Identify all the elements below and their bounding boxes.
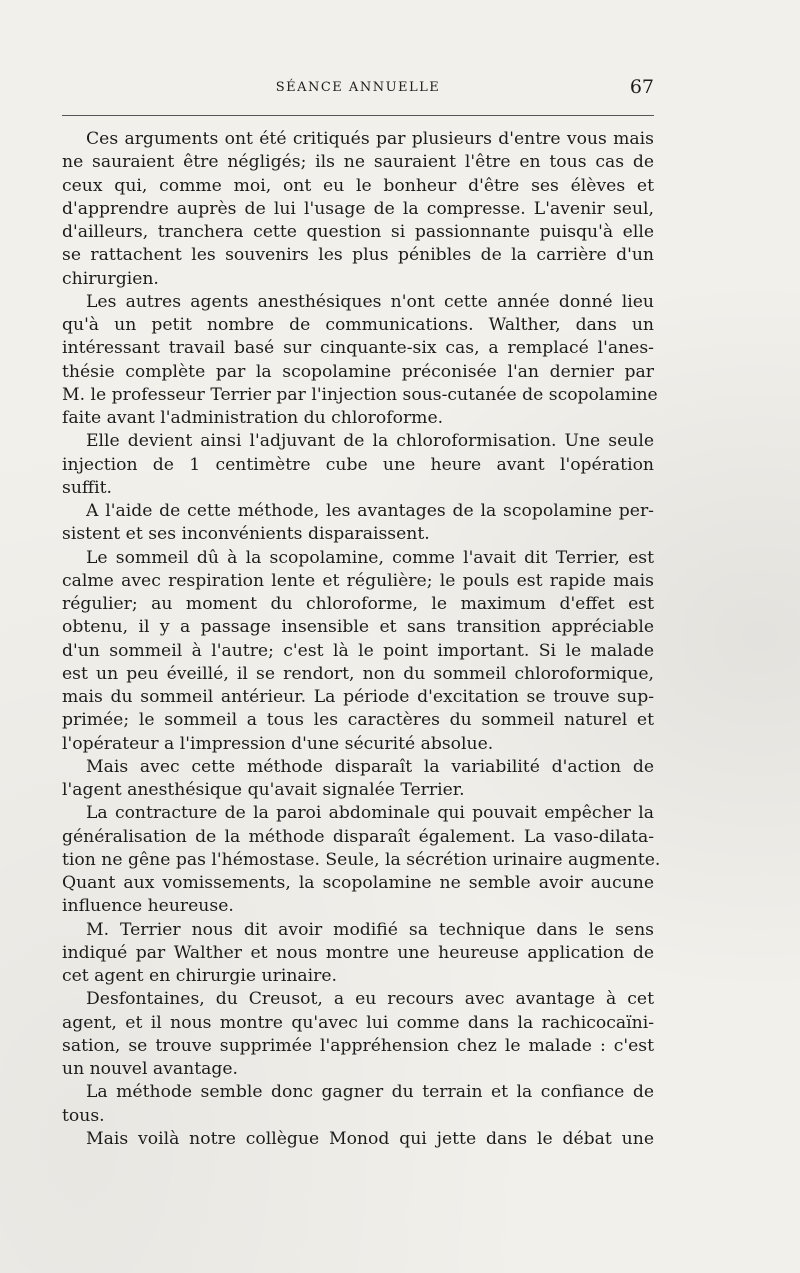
text-line: M. le professeur Terrier par l'injection sous-cutanée de scopolamine [62, 384, 658, 405]
text-line: influence heureuse. [62, 896, 234, 917]
text-line: qu'à un petit nombre de communications. Walther, dans un [62, 315, 654, 335]
text-line: faite avant l'administration du chloroforme. [62, 408, 444, 428]
text-line: est un peu éveillé, il se rendort, non du sommeil chloroformique, [62, 663, 654, 684]
text-line: un nouvel avantage. [62, 1059, 238, 1079]
text-line: La contracture de la paroi abdominale qui pouvait empêcher la [86, 803, 654, 824]
text-line: Mais avec cette méthode disparaît la variabilité d'action de [86, 756, 654, 777]
text-line: A l'aide de cette méthode, les avantages de la scopolamine per- [86, 501, 654, 521]
text-line: sistent et ses inconvénients disparaissent. [62, 524, 430, 545]
running-title: SÉANCE ANNUELLE [275, 80, 441, 95]
text-line: d'ailleurs, tranchera cette question si passionnante puisqu'à elle [62, 222, 654, 242]
text-line: Elle devient ainsi l'adjuvant de la chloroformisation. Une seule [86, 431, 654, 452]
text-line: d'un sommeil à l'autre; c'est là le point important. Si le malade [62, 640, 654, 661]
text-line: suffit. [62, 477, 112, 498]
text-line: sation, se trouve supprimée l'appréhension chez le malade : c'est [62, 1035, 654, 1056]
text-line: Les autres agents anesthésiques n'ont cette année donné lieu [86, 291, 654, 312]
text-line: Desfontaines, du Creusot, a eu recours avec avantage à cet [86, 989, 654, 1010]
text-line: Ces arguments ont été critiqués par plusieurs d'entre vous mais [86, 129, 654, 149]
header-rule [62, 115, 654, 116]
text-line: M. Terrier nous dit avoir modifié sa technique dans le sens [86, 919, 654, 940]
text-line: généralisation de la méthode disparaît également. La vaso-dilata- [62, 826, 654, 847]
text-line: thésie complète par la scopolamine préconisée l'an dernier par [62, 361, 654, 382]
text-line: Quant aux vomissements, la scopolamine ne semble avoir aucune [62, 873, 654, 893]
text-line: régulier; au moment du chloroforme, le maximum d'effet est [62, 594, 654, 614]
text-line: primée; le sommeil a tous les caractères du sommeil naturel et [62, 710, 654, 731]
text-line: injection de 1 centimètre cube une heure avant l'opération [62, 454, 654, 475]
text-line: mais du sommeil antérieur. La période d'excitation se trouve sup- [62, 687, 654, 707]
text-line: Mais voilà notre collègue Monod qui jette dans le débat une [86, 1128, 654, 1149]
text-line: La méthode semble donc gagner du terrain et la confiance de [86, 1082, 654, 1103]
text-line: agent, et il nous montre qu'avec lui comme dans la rachicocaïni- [62, 1012, 654, 1033]
text-line: ne sauraient être négligés; ils ne sauraient l'être en tous cas de [62, 152, 654, 173]
text-line: d'apprendre auprès de lui l'usage de la compresse. L'avenir seul, [62, 198, 654, 219]
text-line: l'agent anesthésique qu'avait signalée Terrier. [62, 780, 465, 800]
text-line: Le sommeil dû à la scopolamine, comme l'avait dit Terrier, est [86, 547, 654, 568]
text-line: tion ne gêne pas l'hémostase. Seule, la sécrétion urinaire augmente. [62, 849, 661, 870]
text-line: ceux qui, comme moi, ont eu le bonheur d'être ses élèves et [62, 175, 654, 196]
text-line: cet agent en chirurgie urinaire. [62, 966, 338, 986]
text-line: obtenu, il y a passage insensible et sans transition appréciable [62, 617, 654, 638]
page-number: 67 [629, 76, 654, 98]
text-line: tous. [62, 1105, 105, 1126]
body-text [62, 128, 661, 1151]
text-line: calme avec respiration lente et régulière; le pouls est rapide mais [62, 570, 654, 591]
text-line: se rattachent les souvenirs les plus pénibles de la carrière d'un [62, 245, 654, 266]
text-line: indiqué par Walther et nous montre une heureuse application de [62, 942, 654, 963]
text-line: l'opérateur a l'impression d'une sécurité absolue. [62, 733, 494, 754]
text-line: intéressant travail basé sur cinquante-six cas, a remplacé l'anes- [62, 338, 654, 359]
running-header [62, 76, 654, 100]
text-line: chirurgien. [62, 268, 159, 289]
